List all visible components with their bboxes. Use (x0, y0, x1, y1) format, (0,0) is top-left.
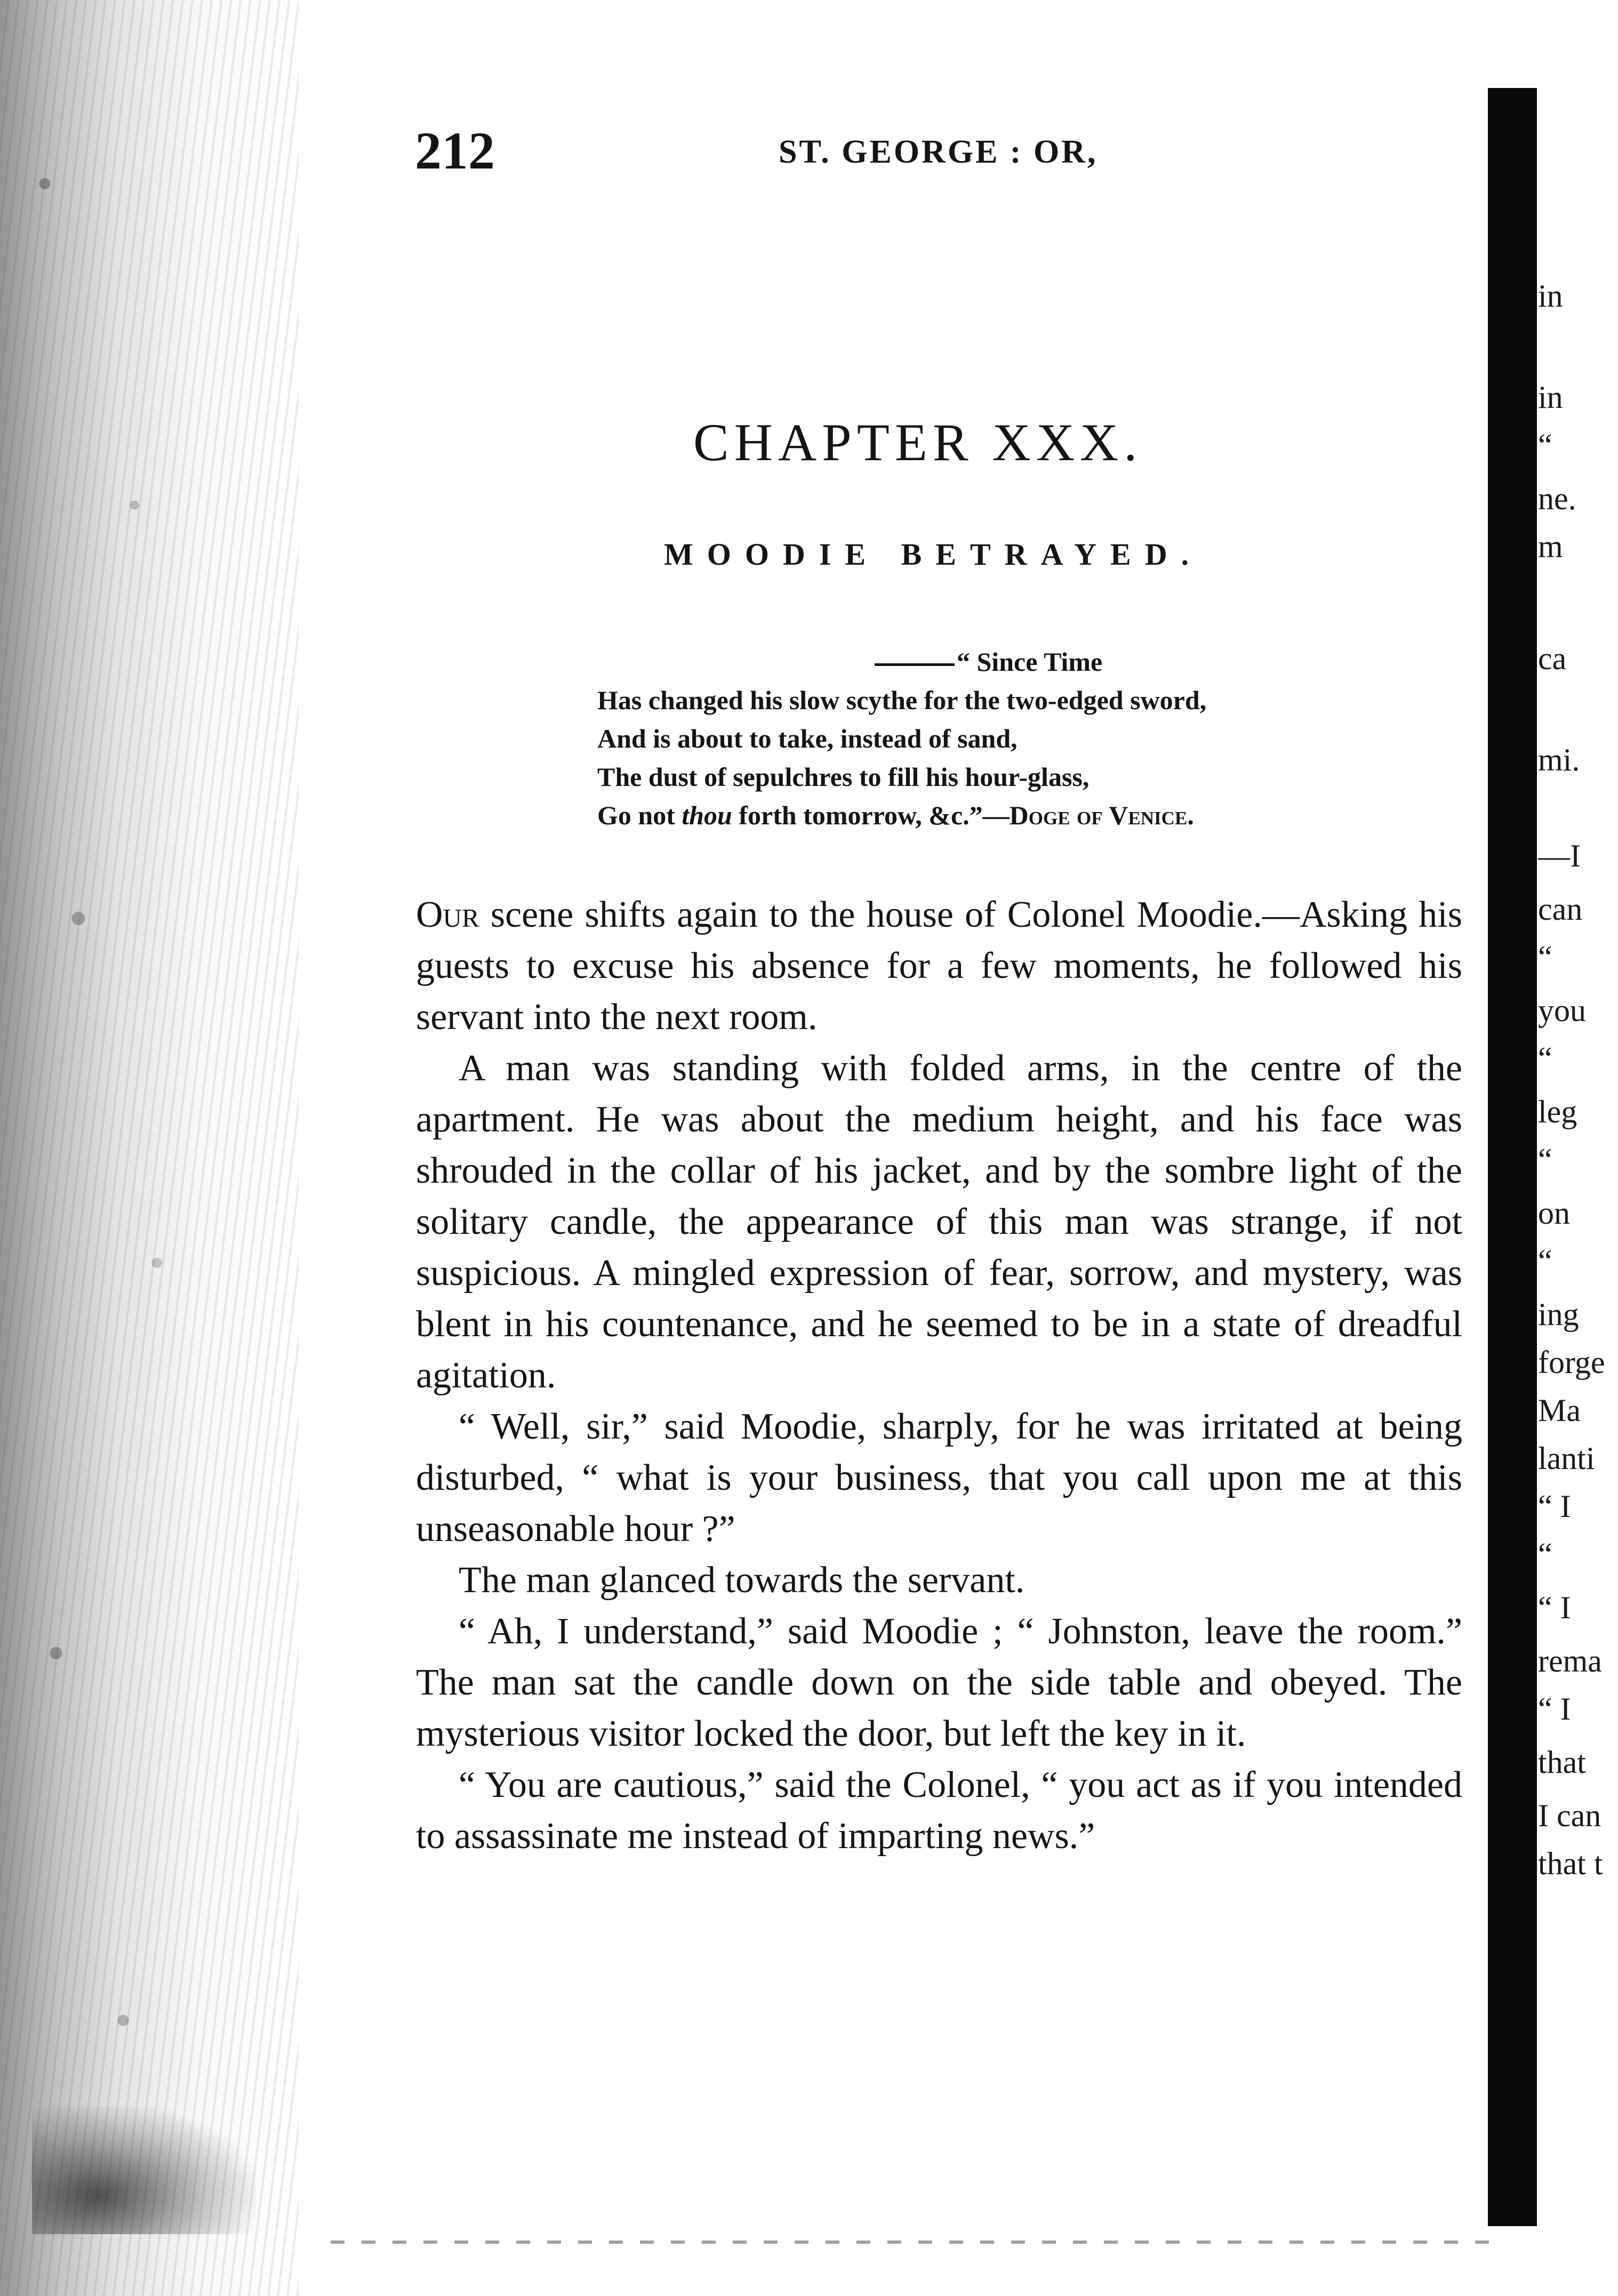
bleed-fragment: that t (1538, 1846, 1603, 1881)
epigraph-line (597, 643, 1355, 681)
bleed-fragment: “ (1538, 1142, 1552, 1177)
epigraph-line-4: The dust of sepulchres to fill his hour-glass, (597, 762, 1090, 792)
bleed-fragment: “ (1538, 1537, 1552, 1572)
paragraph-3: “ Well, sir,” said Moodie, sharply, for he was irritated at being disturbed, “ what is your business, that you call upon me at this unseasonable hour ?” (416, 1406, 1462, 1550)
body-text (416, 889, 1462, 1862)
bleed-fragment: “ I (1538, 1489, 1571, 1524)
bleed-fragment: can (1538, 892, 1583, 927)
bleed-fragment: on (1538, 1195, 1570, 1231)
bottom-scan-dashes (331, 2241, 1504, 2244)
bleed-fragment: you (1538, 993, 1586, 1028)
epigraph-emphasis: thou (682, 800, 732, 830)
chapter-title: CHAPTER XXX. (693, 413, 1143, 472)
bleed-fragment: Ma (1538, 1393, 1581, 1428)
epigraph-line-5-end: forth tomorrow, &c.”— (732, 800, 1010, 830)
bleed-fragment: “ I (1538, 1590, 1571, 1625)
paragraph-1 (416, 889, 1462, 1043)
ink-smudge (32, 2106, 256, 2234)
bleed-fragment: ca (1538, 641, 1567, 676)
binding-shadow-bar (1488, 88, 1537, 2226)
epigraph-line-2: Has changed his slow scythe for the two-edged sword, (597, 685, 1207, 715)
epigraph-line-5-start: Go not (597, 800, 682, 830)
paragraph-1-text: scene shifts again to the house of Colonel Moodie.—Asking his guests to excuse his absence for a few moments, he followed his servant into the next room. (416, 894, 1462, 1038)
epigraph-line-5 (597, 796, 1355, 834)
bleed-fragment: “ (1538, 1243, 1552, 1279)
paragraph-4: The man glanced towards the servant. (459, 1560, 1025, 1601)
paragraph-2: A man was standing with folded arms, in the centre of the apartment. He was about the medium height, and his face was shrouded in the collar of his jacket, and by the sombre light of the solitary candle, the appearance of this man was strange, if not suspicious. A mingled expression of fear, sorrow, and mystery, was blent in his countenance, and he seemed to be in a state of dreadful agitation. (416, 1048, 1462, 1396)
bleed-fragment: “ (1538, 428, 1552, 463)
bleed-fragment: “ (1538, 1041, 1552, 1076)
bleed-fragment: rema (1538, 1643, 1602, 1679)
bleed-fragment: “ (1538, 940, 1552, 975)
bleed-fragment: —I (1538, 838, 1581, 873)
facing-page-bleed (1538, 0, 1618, 2296)
bleed-fragment: leg (1538, 1094, 1577, 1129)
chapter-subtitle: MOODIE BETRAYED. (664, 537, 1203, 572)
epigraph-source: Doge of Venice. (1009, 800, 1194, 830)
bleed-fragment: I can (1538, 1798, 1601, 1833)
epigraph-line-1: “ Since Time (957, 647, 1103, 677)
bleed-fragment: lanti (1538, 1441, 1595, 1476)
paragraph-6: “ You are cautious,” said the Colonel, “ you act as if you intended to assassinate me instead of imparting news.” (416, 1764, 1462, 1857)
bleed-fragment: forge (1538, 1345, 1605, 1380)
bleed-fragment: “ I (1538, 1691, 1571, 1727)
bleed-fragment: ing (1538, 1297, 1579, 1332)
epigraph (597, 643, 1355, 834)
bleed-fragment: m (1538, 529, 1563, 564)
bleed-fragment: in (1538, 380, 1563, 415)
drop-initial-word: Our (416, 894, 479, 935)
epigraph-line-3: And is about to take, instead of sand, (597, 724, 1018, 753)
epigraph-dash (875, 663, 955, 666)
running-head (0, 122, 1618, 180)
bleed-fragment: mi. (1538, 742, 1580, 777)
page-edge-specks (0, 0, 224, 2296)
running-title: ST. GEORGE : OR, (779, 134, 1098, 170)
bleed-fragment: that (1538, 1745, 1586, 1780)
bleed-fragment: ne. (1538, 481, 1576, 516)
page-number: 212 (415, 121, 495, 180)
paragraph-5: “ Ah, I understand,” said Moodie ; “ Johnston, leave the room.” The man sat the candle down on the side table and obeyed. The mysterious visitor locked the door, but left the key in it. (416, 1611, 1462, 1754)
bleed-fragment: in (1538, 278, 1563, 314)
